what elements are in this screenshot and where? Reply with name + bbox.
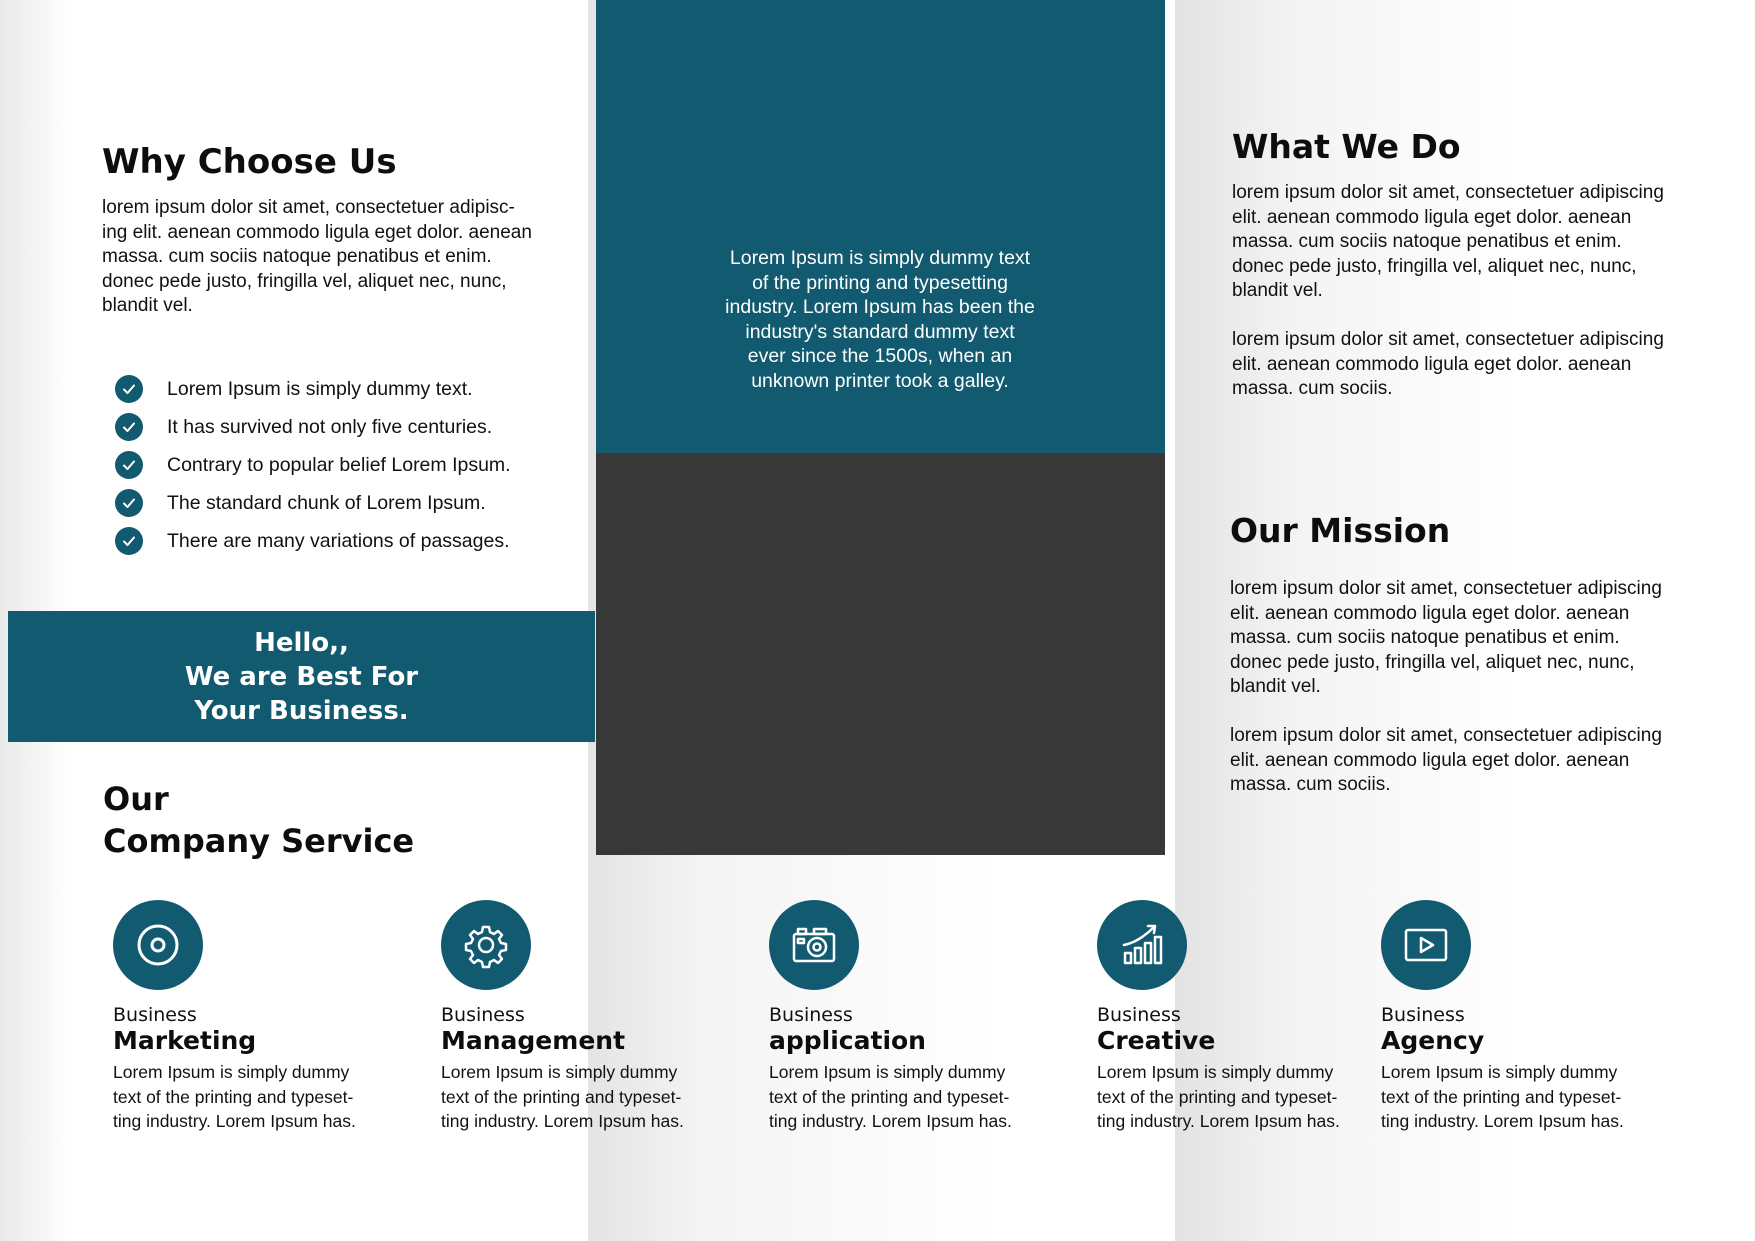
teal-intro-text: Lorem Ipsum is simply dummy text of the printing and typesetting industry. Lorem Ipsum has been the industry's standard dummy text ever since the 1500s, when an unknown printer took a galley.: [725, 247, 1035, 392]
why-choose-us-text: lorem ipsum dolor sit amet, consectetuer adipisc- ing elit. aenean commodo ligula eget dolor. aenean massa. cum sociis natoque penatibus et enim. donec pede justo, fringilla vel, aliquet nec, nunc, blandit vel.: [102, 197, 532, 316]
service-item-application: [769, 900, 1059, 1134]
growth-chart-icon: [1097, 900, 1187, 990]
hello-banner-line: Your Business.: [194, 695, 409, 726]
hello-banner-line: We are Best For: [184, 661, 419, 692]
service-item-creative: [1097, 900, 1387, 1134]
service-kicker: Business: [1381, 1004, 1465, 1026]
service-title: Creative: [1097, 1026, 1216, 1055]
what-we-do-heading: What We Do: [1232, 127, 1461, 166]
service-item-management: [441, 900, 731, 1134]
checklist-item: [115, 484, 575, 522]
our-mission-text-2: lorem ipsum dolor sit amet, consectetuer adipiscing elit. aenean commodo ligula eget dolor. aenean massa. cum sociis.: [1230, 725, 1662, 795]
service-item-agency: [1381, 900, 1671, 1134]
check-circle-icon: [115, 375, 143, 403]
check-circle-icon: [115, 451, 143, 479]
checklist-item: [115, 370, 575, 408]
camera-icon: [769, 900, 859, 990]
service-title: Agency: [1381, 1026, 1485, 1055]
image-placeholder: [596, 453, 1165, 855]
checklist-item: [115, 446, 575, 484]
service-title: Marketing: [113, 1026, 257, 1055]
what-we-do-text-2: lorem ipsum dolor sit amet, consectetuer adipiscing elit. aenean commodo ligula eget dolor. aenean massa. cum sociis.: [1232, 329, 1664, 399]
service-kicker: Business: [769, 1004, 853, 1026]
service-title: Management: [441, 1026, 626, 1055]
service-title: application: [769, 1026, 926, 1055]
service-kicker: Business: [1097, 1004, 1181, 1026]
check-circle-icon: [115, 489, 143, 517]
service-description: Lorem Ipsum is simply dummy text of the printing and typeset- ting industry. Lorem Ipsum has.: [769, 1062, 1012, 1131]
gear-icon: [441, 900, 531, 990]
checklist-item-text: Lorem Ipsum is simply dummy text.: [167, 377, 473, 400]
hello-banner-line: Hello,,: [254, 627, 349, 658]
play-icon: [1381, 900, 1471, 990]
service-item-marketing: [113, 900, 403, 1134]
checklist-item-text: The standard chunk of Lorem Ipsum.: [167, 491, 486, 514]
check-circle-icon: [115, 413, 143, 441]
benefits-checklist: [115, 370, 575, 560]
company-service-heading: [103, 778, 414, 862]
service-description: Lorem Ipsum is simply dummy text of the printing and typeset- ting industry. Lorem Ipsum has.: [1381, 1062, 1624, 1131]
what-we-do-text-1: lorem ipsum dolor sit amet, consectetuer adipiscing elit. aenean commodo ligula eget dolor. aenean massa. cum sociis natoque penatibus et enim. donec pede justo, fringilla vel, aliquet nec, nunc, blandit vel.: [1232, 182, 1664, 301]
target-icon: [113, 900, 203, 990]
checklist-item-text: It has survived not only five centuries.: [167, 415, 493, 438]
hello-banner: [8, 611, 595, 742]
checklist-item-text: Contrary to popular belief Lorem Ipsum.: [167, 453, 511, 476]
check-circle-icon: [115, 527, 143, 555]
company-service-heading-line1: Our: [103, 780, 169, 818]
company-service-heading-line2: Company Service: [103, 822, 415, 860]
our-mission-heading: Our Mission: [1230, 511, 1451, 550]
service-kicker: Business: [113, 1004, 197, 1026]
checklist-item-text: There are many variations of passages.: [167, 529, 510, 552]
our-mission-text-1: lorem ipsum dolor sit amet, consectetuer adipiscing elit. aenean commodo ligula eget dolor. aenean massa. cum sociis natoque penatibus et enim. donec pede justo, fringilla vel, aliquet nec, nunc, blandit vel.: [1230, 578, 1662, 697]
checklist-item: [115, 522, 575, 560]
service-description: Lorem Ipsum is simply dummy text of the printing and typeset- ting industry. Lorem Ipsum has.: [1097, 1062, 1340, 1131]
service-description: Lorem Ipsum is simply dummy text of the printing and typeset- ting industry. Lorem Ipsum has.: [113, 1062, 356, 1131]
checklist-item: [115, 408, 575, 446]
service-description: Lorem Ipsum is simply dummy text of the printing and typeset- ting industry. Lorem Ipsum has.: [441, 1062, 684, 1131]
service-kicker: Business: [441, 1004, 525, 1026]
why-choose-us-heading: Why Choose Us: [102, 142, 397, 182]
